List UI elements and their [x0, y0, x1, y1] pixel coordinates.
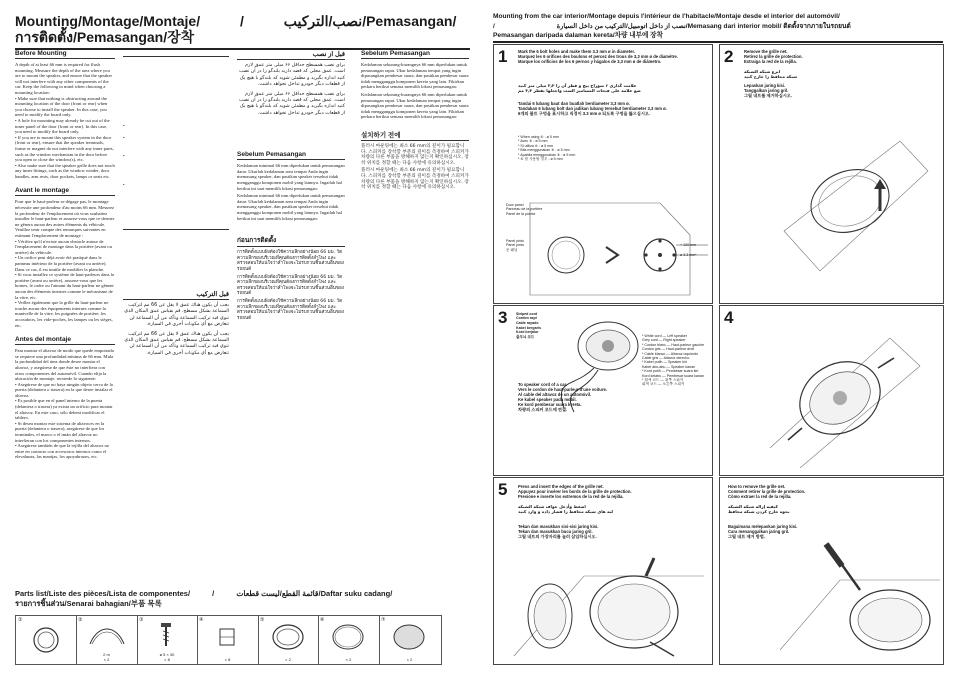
parts-title-line1: Parts list/Liste des pièces/Lista de componentes/	[15, 589, 191, 598]
section-body: يجب أن يكون هناك عمق لا يقل عن 66 مم لتركيب السماعة بشكل مسطح. قم بقياس عمق المكان الذي تنوي فيه تركيب السماعة وتأكد من أن السماعة لن تتعارض مع أي مكونات أخرى في السيارة.	[124, 303, 229, 328]
step-text-2: Tekan dan masukkan sisi-sisi jaring kisi. Tekan dan masukkan bucu jaring gril. 그릴 네트의 가장자리를 눌러 삽입하십시오.	[518, 524, 599, 540]
kabel-label: Kabel bergaris Kord berjalur 줄무늬 코드	[516, 326, 541, 339]
bullet: • Un orifice peut déjà avoir été pratiqué dans le panneau intérieur de la portière (avant ou arrière). Dans ce cas, il est inutile de modifier la planche.	[15, 255, 107, 272]
col-en-fr-es	[15, 50, 115, 460]
section-body: การติดตั้งแบบฝังต้องใช้ความลึกอย่างน้อย 66 มม. วัดความลึกของบริเวณที่คุณต้องการติดตั้งลำโพง และตรวจสอบให้แน่ใจว่าลำโพงจะไม่รบกวนชิ้นส่วนอื่นของรถยนต์	[237, 250, 345, 272]
section-body: 플러시 마운팅에는 최소 66 mm의 깊이가 필요합니다. 스피커를 장착할 부분의 깊이를 측정하여 스피커가 차량의 다른 부품을 방해하지 않는지 확인하십시오. 장착 위치를 정할 때는 다음 사항에 유의하십시오.	[361, 168, 469, 191]
col-blank-arabic	[123, 50, 229, 357]
bullet: • Si desea montar este sistema de altavoces en la puerta (delantera o trasera), asegúrese de que los terminales, el marco o el imán del altavoz no interfieran con los componentes internos.	[15, 420, 105, 443]
right-title	[493, 12, 943, 41]
left-page	[15, 0, 470, 678]
section-body: 플러시 마운팅에는 최소 66 mm의 깊이가 필요합니다. 스피커를 장착할 부분의 깊이를 측정하여 스피커가 차량의 다른 부품을 방해하지 않는지 확인하십시오. 장착 위치를 정할 때는 다음 사항에 유의하십시오.	[361, 143, 469, 166]
step-5	[493, 477, 713, 665]
part-caption: × 2	[285, 657, 291, 662]
right-page	[493, 0, 943, 678]
section-body: Kedalaman minimal 66 mm diperlukan untuk pemasangan datar. Ukurlah kedalaman area tempat Anda ingin memasang speaker, dan pastikan speaker tersebut tidak mengganggu komponen mobil yang lainnya. Ingatlah hal berikut ini saat memilih lokasi pemasangan:	[237, 193, 345, 221]
bullet: • Make sure that nothing is obstructing around the mounting location of the door (front or rear) when you choose to install the speaker. In this case, you need to modify the board only.	[15, 95, 108, 118]
section-heading: قبل التركيب	[123, 290, 229, 300]
section-sebelum-id	[237, 151, 345, 221]
section-body: การติดตั้งแบบฝังต้องใช้ความลึกอย่างน้อย 66 มม. วัดความลึกของบริเวณที่คุณต้องการติดตั้งลำโพง และตรวจสอบให้แน่ใจว่าลำโพงจะไม่รบกวนชิ้นส่วนอื่นของรถยนต์	[237, 274, 345, 297]
section-body: يجب أن يكون هناك عمق لا يقل عن 66 مم لتركيب السماعة بشكل مسطح. قم بقياس عمق المكان الذي تنوي فيه تركيب السماعة وتأكد من أن السماعة لن تتعارض مع أي مكونات أخرى في السيارة.	[124, 331, 229, 356]
mount-speaker-illustration	[760, 318, 930, 468]
section-heading: Antes del montaje	[15, 336, 115, 345]
part-number: ⑦	[381, 617, 386, 623]
blank-section	[123, 50, 229, 57]
door-panel-label: Door panel Panneau de la portière Panel de la puerta	[506, 203, 543, 216]
bullet: • Asegúrese de que no haya ningún objeto cerca de la puerta (delantera o trasera) en la que desee instalar el altavoz.	[15, 381, 113, 398]
part-item	[137, 616, 198, 664]
clip-icon	[217, 626, 237, 648]
step-number: 2	[724, 47, 734, 66]
section-heading: Sebelum Pemasangan	[237, 151, 345, 160]
ring-icon	[271, 622, 305, 652]
part-item	[318, 616, 380, 664]
step-2	[719, 44, 944, 304]
parts-list	[15, 615, 442, 665]
cord-icon	[86, 620, 128, 648]
section-sebelum-ms	[361, 50, 469, 120]
left-title-line1: Mounting/Montage/Montaje/	[15, 13, 201, 29]
right-title-line1: Mounting from the car interior/Montage depuis l'intérieur de l'habitacle/Montaje desde el interior del automóvil/	[493, 13, 840, 20]
section-farsi	[237, 50, 345, 117]
part-item	[16, 616, 77, 664]
dim-120-label: + 120 mm	[680, 243, 697, 247]
step-text-ar: علامت گذاری ۶ سوراخ پیچ و قطر آن را ۳٫۳ میلی متر کنید ضع علامة على فتحات المسامير الست واجعلها بقطر ٣٫٣ مم	[518, 83, 641, 94]
dim-hole-label: ø 3.3 mm*	[680, 253, 697, 257]
part-item	[258, 616, 319, 664]
speaker-icon	[32, 626, 60, 654]
step-notes: * When using ⑥ : ø 5 mm * Avec ⑥ : ø 5 mm * Si utiliza ⑥ : ø 5 mm * Bila menggunakan ⑥ : ø 5 mm * Apabila menggunakan ⑥ : ø 5 mm * ⑥ 를 사용할 경우 : ø 5 mm	[518, 135, 576, 162]
section-body: برای نصب همسطح حداقل ۶۶ میلی متر عمق لازم است. عمق محلی که قصد دارید بلندگو را در آن نصب کنید اندازه بگیرید و مطمئن شوید که بلندگو با هیچ یک از قطعات دیگر خودرو تداخل نخواهد داشت.	[239, 91, 345, 116]
section-body: برای نصب همسطح حداقل ۶۶ میلی متر عمق لازم است. عمق محلی که قصد دارید بلندگو را در آن نصب کنید اندازه بگیرید و مطمئن شوید که بلندگو با هیچ یک از قطعات دیگر خودرو تداخل نخواهد داشت.	[239, 63, 345, 88]
part-caption: × 2	[406, 657, 413, 662]
panel-pintu-label: Panel pintu Panel pintu 문 패널	[506, 239, 524, 252]
right-title-slash: /	[493, 22, 495, 30]
left-title-arabic: نصب/التركيب/Pemasangan/	[283, 13, 457, 29]
section-heading: 설치하기 전에	[361, 130, 469, 141]
section-avant-montage	[15, 187, 115, 328]
step-text-2: Bagaimana melepaskan jaring kisi. Cara menanggalkan jaring gril. 그릴 네트 제거 방법.	[728, 524, 798, 540]
left-title-line2: การติดตั้ง/Pemasangan/장착	[15, 29, 195, 45]
part-caption: 2 m × 2	[103, 652, 110, 662]
step-remove-grille	[719, 477, 944, 665]
blank-section	[123, 227, 229, 230]
section-korean	[361, 130, 469, 191]
step-text-ar: اضغط وأدخل حواف شبكة الشبكة لبه های شبکه محافظ را فشار داده و وارد کنید	[518, 504, 613, 515]
bullet-marker: •	[123, 182, 125, 187]
left-title	[15, 13, 470, 45]
part-item	[379, 616, 440, 664]
grille-icon	[392, 622, 426, 652]
section-body: Kedalaman minimal 66 mm diperlukan untuk pemasangan datar. Ukurlah kedalaman area tempat Anda ingin memasang speaker, dan pastikan speaker tersebut tidak mengganggu komponen mobil yang lainnya. Ingatlah hal berikut ini saat memilih lokasi pemasangan:	[237, 163, 345, 191]
step-number: 3	[498, 308, 508, 327]
bullet: • Also make sure that the speaker grille does not touch any inner fittings, such as the window winder, door handles, arm rests, door pockets, lamps or seats etc.	[15, 162, 115, 179]
section-body: Kedalaman sekurang-kurangnya 66 mm diperlukan untuk pemasangan rapat. Ukur kedalaman tempat yang ingin dipasangkan pembesar suara, dan pastikan pembesar suara tidak mengganggu komponen kereta yang lain. Fikirkan perkara berikut semasa memilih lokasi pemasangan:	[361, 62, 469, 90]
section-heading: Before Mounting	[15, 50, 115, 59]
right-title-line3: Pemasangan daripada dalaman kereta/차량 내부에 장착	[493, 32, 663, 39]
part-caption: ø 5 × 30 × 8	[159, 652, 175, 662]
step-text: Mark the 6 bolt holes and make them 3.3 mm ø in diameter. Marquez les 6 orifices des boulons et percez des trous de 3,3 mm ø de diamètre. Marque los orificios de los 6 pernos y hágalos de 3,3 mm ø de diámetro.	[518, 49, 678, 65]
col-ms-ko	[361, 50, 469, 191]
col-farsi-id-thai	[237, 50, 345, 321]
section-arabic-1	[123, 290, 229, 357]
left-title-slash: /	[239, 13, 244, 29]
part-number: ②	[78, 617, 83, 623]
section-heading: Avant le montage	[15, 187, 115, 196]
part-caption: × 8	[224, 657, 231, 662]
insert-grille-illustration	[504, 556, 704, 660]
part-item	[76, 616, 138, 664]
bullet: • Es posible que en el panel interno de la puerta (delantera o trasera) ya exista un orificio para montar el altavoz. En este caso, sólo deberá modificar el tablero.	[15, 398, 113, 421]
part-item	[197, 616, 259, 664]
bullet-marker: •	[123, 135, 125, 140]
bullet: • Si vous installez ce système de haut-parleurs dans la portière (avant ou arrière), assurez-vous que les bornes, le cadre ou l'aimant du haut-parleur ne gênent aucun des éléments internes comme le mécanisme de la vitre, etc.	[15, 272, 114, 300]
step-text: Remove the grille net. Retirez la grille de protection. Extraiga la red de la rejilla.	[744, 49, 803, 65]
bullet: • Vérifiez qu'il n'existe aucun obstacle autour de l'emplacement de montage dans la portière (avant ou arrière) du véhicule.	[15, 238, 112, 255]
right-title-rule	[493, 41, 943, 43]
part-number: ⑤	[260, 617, 265, 623]
section-heading: قبل از نصب	[237, 50, 345, 60]
remove-grille-screwdriver-illustration	[780, 540, 940, 660]
part-number: ③	[139, 617, 144, 623]
blank-bullets	[123, 57, 229, 227]
bullet-marker: •	[123, 123, 125, 128]
bullet: • Veillez également que la grille du haut-parleur ne touche aucun des équipements internes comme la manivelle de la vitre, les poignées de portière, les accoudoirs, les vide-poches, les lampes ou les sièges, etc.	[15, 300, 113, 328]
section-heading: ก่อนการติดตั้ง	[237, 235, 345, 247]
section-antes-montaje	[15, 336, 115, 460]
step-1	[493, 44, 713, 304]
remove-grille-illustration	[780, 111, 930, 297]
bullet: • Asegúrese también de que la rejilla del altavoz no entre en contacto con accesorios internos como el elevalunas, las manijas, los apoyabrazos, etc.	[15, 443, 110, 460]
parts-title-line2: รายการชิ้นส่วน/Senarai bahagian/부품 목록	[15, 599, 162, 608]
section-body: การติดตั้งแบบฝังต้องใช้ความลึกอย่างน้อย 66 มม. วัดความลึกของบริเวณที่คุณต้องการติดตั้งลำโพง และตรวจสอบให้แน่ใจว่าลำโพงจะไม่รบกวนชิ้นส่วนอื่นของรถยนต์	[237, 298, 345, 321]
bullet-marker: •	[123, 153, 125, 158]
parts-title-arabic: قائمة القطع/لیست قطعات/Daftar suku cadang/	[236, 589, 393, 598]
section-body: A depth of at least 66 mm is required for flush mounting. Measure the depth of the area where you are to mount the speaker, and ensure that the speaker will not interfere with any other components of the car. Keep the following in mind when choosing a mounting location:	[15, 62, 113, 95]
ring-icon	[331, 622, 365, 652]
bullet: • If you are to mount this speaker system in the door (front or rear), ensure that the speaker terminals, frame or magnet do not interfere with any inner parts, such as the window mechanism in the door before you open or close the window(s), etc.	[15, 134, 114, 163]
step-text-ar: كيفية إزالة شبكة الشبكة نحوه خارج کردن شبکه محافظ	[728, 504, 790, 515]
parts-title-slash: /	[212, 589, 215, 598]
part-caption: × 2	[345, 657, 352, 662]
step-text-2: Lepaskan jaring kisi. Tanggalkan jaring gril. 그릴 네트를 제거하십시오.	[744, 83, 792, 99]
section-heading: Sebelum Pemasangan	[361, 50, 469, 59]
step-text-2: Tandai 6 lubang baut dan buatlah berdiameter 3,3 mm ø. Tandakan 6 lubang bolt dan jadikan lubang tersebut berdiameter 3,3 mm ø. 6개의 볼트 구멍을 표시하고 직경이 3.3 mm ø 되도록 구멍을 뚫으십시오.	[518, 101, 667, 117]
step-text: How to remove the grille net. Comment retirer la grille de protection. Cómo extraer la red de la rejilla.	[728, 484, 806, 500]
step-number: 1	[498, 47, 508, 66]
step-text-ar: انزع شبكة الشبكة شبکه محافظ را خارج کنید	[744, 69, 798, 80]
section-body: Kedalaman sekurang-kurangnya 66 mm diperlukan untuk pemasangan rapat. Ukur kedalaman tempat yang ingin dipasangkan pembesar suara, dan pastikan pembesar suara tidak mengganggu komponen kereta yang lain. Fikirkan perkara berikut semasa memilih lokasi pemasangan:	[361, 91, 469, 120]
part-number: ①	[18, 617, 23, 623]
section-body: Pour que le haut-parleur se dégage pas, le montage nécessite une profondeur d'au moins 66 mm. Mesurez la profondeur de l'emplacement où vous souhaitez installer le haut-parleur et assurez-vous que ce dernier ne gênera aucun des autres éléments du véhicule. Veuillez tenir compte des remarques suivantes en estimant l'emplacement de montage :	[15, 199, 115, 239]
parts-title	[15, 589, 470, 609]
section-before-mounting	[15, 50, 115, 179]
speaker-cord-callout: To speaker cord of a car. Vers le cordon de haut-parleur d'une voiture. Al cable del altavoz de un automóvil. Ke kabel speaker pada mobil. Ke kord pembesar suara kereta. 차량의 스피커 코드에 연결.	[518, 382, 607, 413]
striped-cord-label: Striped cord Cordon rayé Cable rayado	[516, 312, 539, 325]
step-4	[719, 305, 944, 476]
screw-icon	[159, 622, 173, 648]
bullet: • A hole for mounting may already be cut out of the inner panel of the door (front or rear). In this case, you need to modify the board only.	[15, 117, 110, 135]
step-3	[493, 305, 713, 476]
cord-color-legend: * White cord — Left speaker Grey cord — Right speaker * Cordon blanc — Haut-parleur gauche Cordon gris — Haut-parleur droit * Cable blanco — Altavoz izquierdo Cable gris — Altavoz derecho * Kabel putih — Speaker kiri Kabel abu-abu — Speaker kanan * Kord putih — Pembesar suara kiri Kord kelabu — Pembesar suara kanan * 흰색 코드 — 왼쪽 스피커 회색 코드 — 오른쪽 스피커	[642, 334, 705, 387]
right-title-arabic: نصب از داخل اتومبیل/التركيب من داخل السيارة/Memasang dari interior mobil/	[556, 22, 782, 30]
section-body: Para montar el altavoz de modo que quede empotrado se requiere una profundidad mínima de 66 mm. Mida la profundidad del área donde desee montar el altavoz, y asegúrese de que éste no interfiera con otros componentes del automóvil. Cuando elija la ubicación de montaje, recuerde lo siguiente:	[15, 348, 114, 382]
right-title-thai: ติดตั้งจากภายในรถยนต์	[783, 22, 851, 30]
step-text: Press and insert the edges of the grille net. Appuyez pour insérer les bords de la grille de protection. Presione e inserte los extremos de la red de la rejilla.	[518, 484, 632, 500]
section-thai	[237, 235, 345, 321]
step-number: 4	[724, 308, 734, 327]
step-number: 5	[498, 480, 508, 499]
part-number: ⑥	[320, 617, 325, 623]
part-number: ④	[199, 617, 204, 623]
